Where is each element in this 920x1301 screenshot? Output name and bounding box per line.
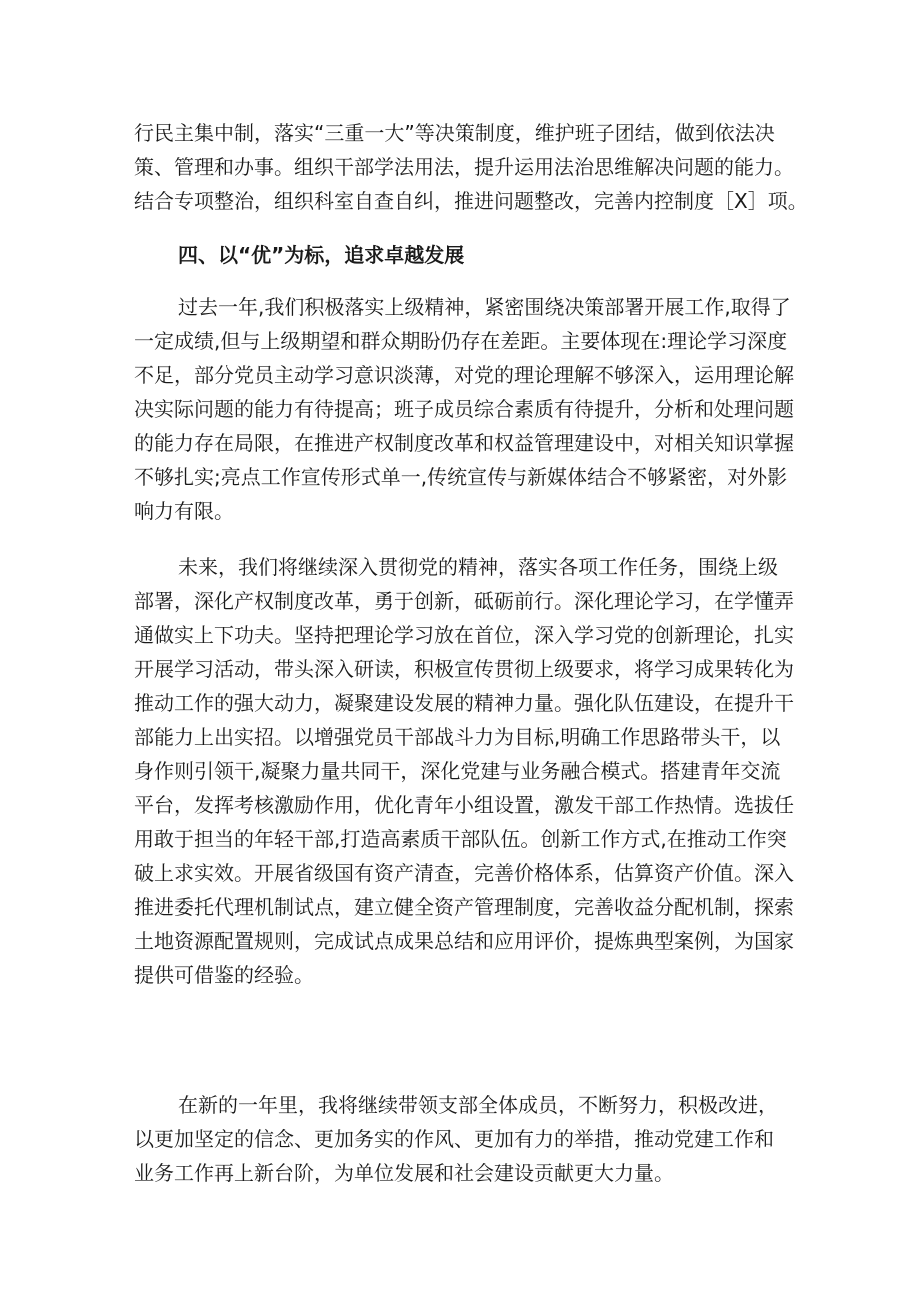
text-line: 策、管理和办事。组织干部学法用法，提升运用法治思维解决问题的能力。 <box>134 155 794 179</box>
text-line: 一定成绩,但与上级期望和群众期盼仍存在差距。主要体现在:理论学习深度 <box>134 329 788 353</box>
text-line: 以更加坚定的信念、更加务实的作风、更加有力的举措，推动党建工作和 <box>134 1127 774 1151</box>
text-line: 通做实上下功夫。坚持把理论学习放在首位，深入学习党的创新理论，扎实 <box>134 623 794 647</box>
text-line: 身作则引领干,凝聚力量共同干，深化党建与业务融合模式。搭建青年交流 <box>134 759 781 783</box>
text-line: 的能力存在局限，在推进产权制度改革和权益管理建设中，对相关知识掌握 <box>134 431 794 455</box>
text-line: 不足，部分党员主动学习意识淡薄，对党的理论理解不够深入，运用理论解 <box>134 363 794 387</box>
text-line: 响力有限。 <box>134 499 234 523</box>
text-line: 破上求实效。开展省级国有资产清查，完善价格体系，估算资产价值。深入 <box>134 861 794 885</box>
text-line: 开展学习活动，带头深入研读，积极宣传贯彻上级要求，将学习成果转化为 <box>134 657 794 681</box>
text-line: 不够扎实;亮点工作宣传形式单一,传统宣传与新媒体结合不够紧密，对外影 <box>134 465 788 489</box>
text-line: 推进委托代理机制试点，建立健全资产管理制度，完善收益分配机制，探索 <box>134 895 794 919</box>
text-line: 提供可借鉴的经验。 <box>134 963 314 987</box>
paragraph-closing <box>134 1088 794 1190</box>
text-line: 行民主集中制，落实“三重一大”等决策制度，维护班子团结，做到依法决 <box>134 121 775 145</box>
text-line: 部能力上出实招。以增强党员干部战斗力为目标,明确工作思路带头干，以 <box>134 725 781 749</box>
text-line: 推动工作的强大动力，凝聚建设发展的精神力量。强化队伍建设，在提升干 <box>134 691 794 715</box>
text-line: 部署，深化产权制度改革，勇于创新，砥砺前行。深化理论学习，在学懂弄 <box>134 589 794 613</box>
text-line: 在新的一年里，我将继续带领支部全体成员，不断努力，积极改进， <box>178 1093 778 1117</box>
text-line: 决实际问题的能力有待提高；班子成员综合素质有待提升，分析和处理问题 <box>134 397 794 421</box>
paragraph-problems <box>134 290 794 528</box>
text-line: 用敢于担当的年轻干部,打造高素质干部队伍。创新工作方式,在推动工作突 <box>134 827 787 851</box>
intro-paragraph <box>134 116 808 218</box>
text-line: 土地资源配置规则，完成试点成果总结和应用评价，提炼典型案例，为国家 <box>134 929 794 953</box>
text-line: 业务工作再上新台阶，为单位发展和社会建设贡献更大力量。 <box>134 1161 674 1185</box>
text-line: 未来，我们将继续深入贯彻党的精神，落实各项工作任务，围绕上级 <box>178 555 778 579</box>
text-line: 过去一年,我们积极落实上级精神，紧密围绕决策部署开展工作,取得了 <box>178 295 791 319</box>
text-line: 结合专项整治，组织科室自查自纠，推进问题整改，完善内控制度［X］项。 <box>134 189 808 213</box>
paragraph-future <box>134 550 794 992</box>
text-line: 平台，发挥考核激励作用，优化青年小组设置，激发干部工作热情。选拔任 <box>134 793 794 817</box>
section-heading: 四、以“优”为标，追求卓越发展 <box>178 243 465 267</box>
